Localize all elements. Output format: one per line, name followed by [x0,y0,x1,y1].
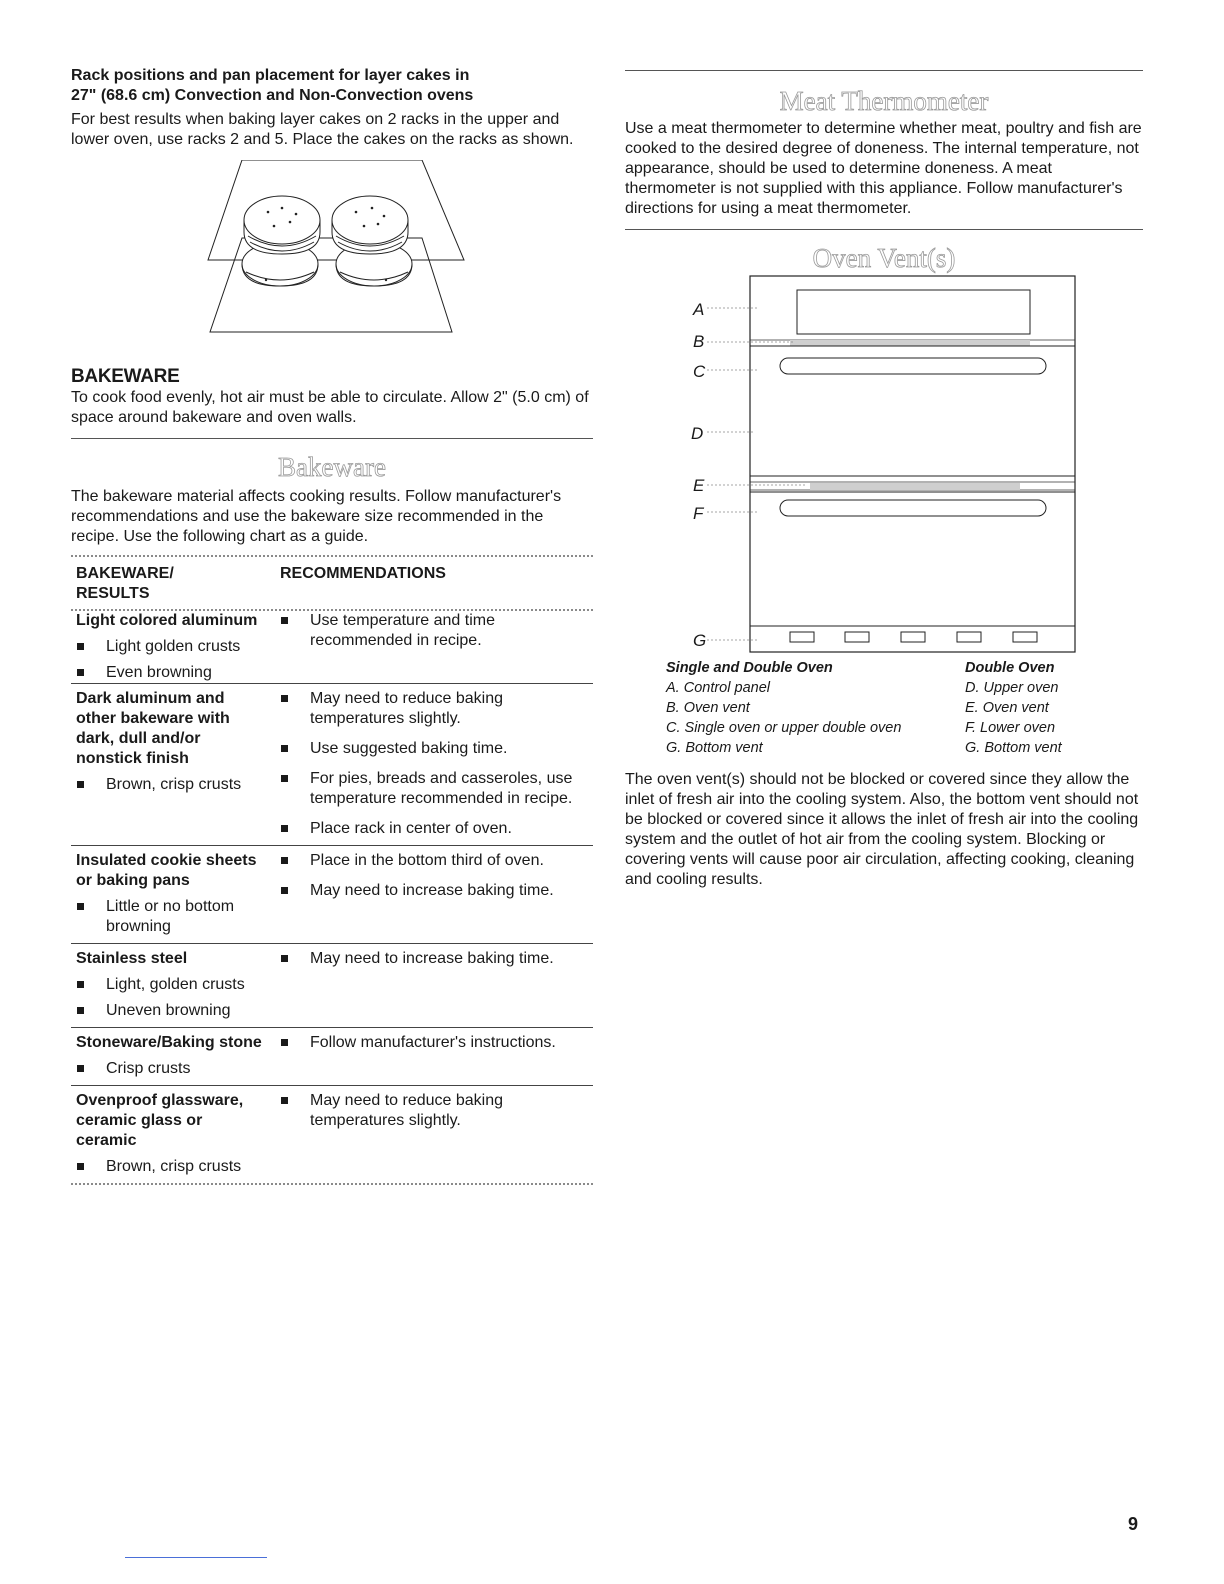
table-row [71,846,593,944]
bakeware-section-body: The bakeware material affects cooking results. Follow manufacturer's recommendations and use the bakeware size recommended in the recipe. Use the following chart as a guide. [71,488,562,545]
table-header-row [71,557,593,609]
bakeware-intro-body: To cook food evenly, hot air must be able to circulate. Allow 2" (5.0 cm) of space around bakeware and oven walls. [71,389,589,426]
page-number: 9 [1128,1514,1139,1534]
result-item: Uneven browning [76,1001,266,1021]
recommendation-item: Place rack in center of oven. [280,819,593,839]
recommendation-item: Use suggested baking time. [280,739,593,759]
section-divider [625,229,1143,230]
header-bakeware-results: BAKEWARE/ RESULTS [76,565,174,602]
control-panel [797,290,1030,334]
bottom-vent [790,632,1037,642]
recommendation-item: May need to increase baking time. [280,881,593,901]
recommendation-item: May need to reduce baking temperatures slightly. [280,689,593,729]
rack-positions-heading: Rack positions and pan placement for layer cakes in 27" (68.6 cm) Convection and Non-Convection ovens [71,67,474,104]
upper-left-cake [244,196,320,254]
bakeware-section-title: Bakeware [278,452,386,482]
result-item: Brown, crisp crusts [76,1157,266,1177]
header-recommendations: RECOMMENDATIONS [280,565,446,582]
legend-item: B. Oven vent [666,700,750,716]
legend-item: F. Lower oven [965,720,1056,736]
recommendation-item: May need to reduce baking temperatures slightly. [280,1091,593,1131]
upper-oven-door [750,346,1075,476]
table-row [71,1028,593,1086]
legend-item: E. Oven vent [965,700,1049,716]
result-item: Little or no bottom browning [76,897,266,937]
diagram-letter-c: C [693,362,706,381]
legend-column-2 [965,658,1135,758]
legend-heading: Double Oven [965,660,1055,676]
result-item: Brown, crisp crusts [76,775,266,795]
meat-thermometer-title: Meat Thermometer [779,86,989,116]
oven-diagram-area [625,274,1143,904]
legend-heading: Single and Double Oven [666,660,833,676]
result-item: Even browning [76,663,266,683]
diagram-letter-f: F [693,504,704,523]
table-row [71,1086,593,1184]
upper-vent [750,340,1075,346]
section-divider [71,438,593,439]
row-category: Insulated cookie sheets or baking pans [76,852,257,889]
legend-item: G. Bottom vent [965,740,1062,756]
table-row [71,944,593,1028]
upper-door-handle [780,358,1046,374]
legend-item: G. Bottom vent [666,740,763,756]
lower-rack [210,238,452,332]
lower-oven-door [750,492,1075,626]
oven-outer-frame [750,276,1075,652]
recommendation-item: Place in the bottom third of oven. [280,851,593,871]
recommendation-item: Use temperature and time recommended in recipe. [280,611,593,651]
meat-thermometer-body: Use a meat thermometer to determine whether meat, poultry and fish are cooked to the desired degree of doneness. The internal temperature, not appearance, should be used to determine doneness. A meat thermometer is not supplied with this appliance. Follow manufacturer's directions for using a meat thermometer. [625,120,1142,217]
recommendation-item: Follow manufacturer's instructions. [280,1033,593,1053]
row-category: Dark aluminum and other bakeware with dark, dull and/or nonstick finish [76,690,230,767]
table-row [71,611,593,684]
result-item: Light, golden crusts [76,975,266,995]
bakeware-table [71,557,593,1183]
row-category: Light colored aluminum [76,612,258,629]
table-row [71,684,593,846]
rack-positions-body: For best results when baking layer cakes on 2 racks in the upper and lower oven, use racks 2 and 5. Place the cakes on the racks as shown. [71,111,574,148]
row-category: Stainless steel [76,950,188,967]
oven-vents-title: Oven Vent(s) [812,243,956,273]
row-category: Stoneware/Baking stone [76,1034,262,1051]
legend-item: D. Upper oven [965,680,1059,696]
recommendation-item: For pies, breads and casseroles, use temperature recommended in recipe. [280,769,593,809]
table-bottom-rule [71,1183,593,1185]
bottom-link-line [125,1557,267,1558]
result-item: Crisp crusts [76,1059,266,1079]
legend-item: C. Single oven or upper double oven [666,720,902,736]
diagram-letter-a: A [693,300,705,319]
left-column [71,66,593,1185]
diagram-letter-b: B [693,332,705,351]
upper-right-cake [332,196,408,254]
diagram-letter-g: G [693,631,707,650]
diagram-letter-e: E [693,476,705,495]
row-category: Ovenproof glassware, ceramic glass or ceramic [76,1092,244,1149]
middle-vent [750,482,1075,490]
layer-cake-rack-illustration [206,160,466,340]
legend-column-1 [666,658,956,758]
result-item: Light golden crusts [76,637,266,657]
bakeware-heading: BAKEWARE [71,366,180,387]
diagram-letter-d: D [691,424,704,443]
section-divider [625,70,1143,71]
right-column [625,70,1143,904]
legend-item: A. Control panel [666,680,770,696]
oven-vents-body: The oven vent(s) should not be blocked or covered since they allow the inlet of fresh air into the cooling system. Also, the bottom vent should not be blocked or covered since it allows the inlet of fresh air into the cooling system and the outlet of hot air from the cooling system. Blocking or covering vents will cause poor air circulation, affecting cooking, cleaning and cooling results. [625,771,1139,888]
recommendation-item: May need to increase baking time. [280,949,593,969]
lower-door-handle [780,500,1046,516]
